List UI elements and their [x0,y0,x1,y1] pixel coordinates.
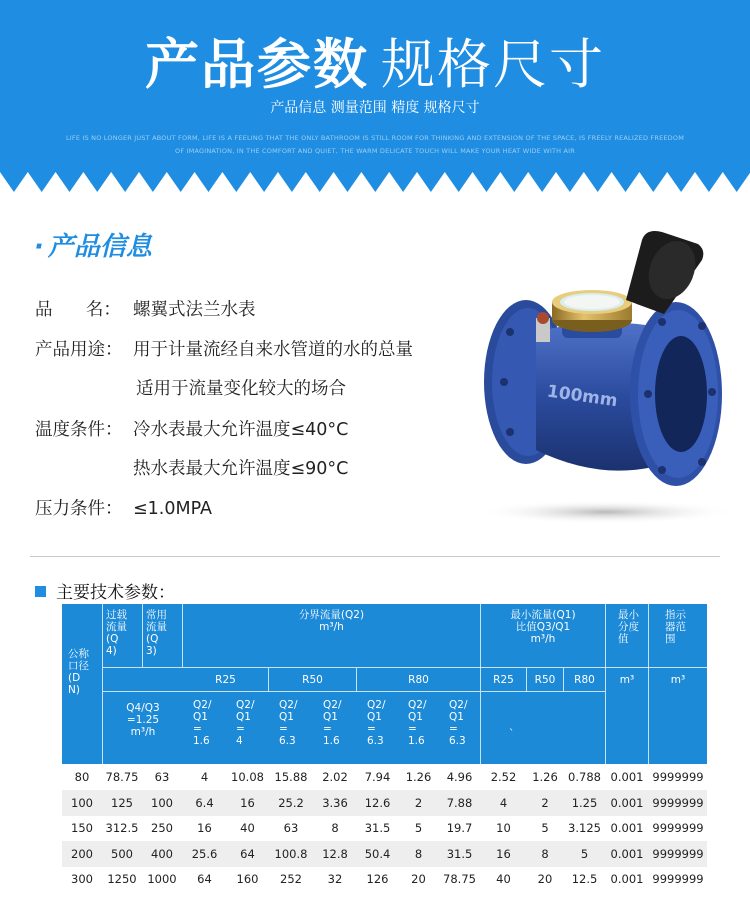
cell-r25-16: 4 [200,770,209,784]
cell-dn: 200 [71,846,93,861]
header-q2q1-7: Q2/ Q1 = 6.3 [449,699,468,747]
cell-r80-63b: 4.96 [446,770,473,784]
cell-r50-16: 12.8 [322,846,348,861]
square-bullet-icon [35,586,46,597]
cell-range: 9999999 [652,821,704,835]
product-info-title [34,226,152,263]
cell-min-r50: 1.26 [532,770,558,784]
banner-english-line1: LIFE IS NO LONGER JUST ABOUT FORM, LIFE IS A FEELING THAT THE ONLY BATHROOM IS STILL ROOM FOR THINKING AND EXTENSION OF THE SPACE, IS FREELY REALIZED FREEDOM [65,134,685,142]
header-overload-flow: 过载 流量 (Q 4) [106,609,127,657]
table-row [62,790,707,816]
cell-min-r80: 1.25 [571,795,598,810]
header-q2q1-4: Q2/ Q1 = 1.6 [323,699,342,747]
cell-r80-63b: 78.75 [443,872,476,886]
header-q2q1-1: Q2/ Q1 = 1.6 [193,699,212,747]
cell-min-r50: 2 [541,795,549,810]
cell-min-r80: 0.788 [568,770,601,784]
banner-title-light: 规格尺寸 [381,33,605,96]
cell-r80-16: 20 [411,872,426,886]
cell-range: 9999999 [652,795,704,810]
meter-marking: 100mm [545,381,619,412]
header-unit-range: m³ [670,674,686,686]
cell-overload: 1250 [107,872,137,886]
cell-normal: 100 [151,795,173,810]
cell-r50-63: 100.8 [274,846,308,861]
cell-normal: 250 [151,821,173,835]
info-label-usage: 产品用途： [35,340,123,360]
section-divider [30,556,720,557]
banner-english-text [40,132,710,158]
info-row-pressure [35,497,212,521]
cell-min-division: 0.001 [610,821,644,835]
header-boundary-flow: 分界流量(Q2) m³/h [298,609,365,633]
header-unit-min-division: m³ [619,674,635,686]
header-q2q1-5: Q2/ Q1 = 6.3 [367,699,386,747]
cell-r50-63: 63 [283,821,299,835]
header-r80: R80 [408,674,429,686]
cell-min-r50: 20 [537,872,553,886]
cell-r50-16: 2.02 [322,770,348,784]
info-row-temperature [35,418,348,442]
cell-dn: 150 [71,821,93,835]
cell-r80-63: 12.6 [364,795,391,810]
cell-r25-4: 160 [236,872,259,886]
cell-min-division: 0.001 [610,795,644,810]
cell-r50-63: 15.88 [274,770,308,784]
cell-min-division: 0.001 [610,872,644,886]
header-min-r50: R50 [534,674,556,686]
info-label-temperature: 温度条件： [35,420,123,440]
cell-range: 9999999 [652,846,704,861]
info-label-pressure: 压力条件： [35,499,123,519]
cell-r25-4: 10.08 [231,770,264,784]
cell-r25-16: 6.4 [195,795,214,810]
info-usage-continued: 适用于流量变化较大的场合 [136,379,346,399]
table-title-text: 主要技术参数： [56,583,175,603]
cell-r50-16: 3.36 [322,795,348,810]
header-min-r80: R80 [574,674,595,686]
info-value-usage: 用于计量流经自来水管道的水的总量 [133,340,413,360]
cell-min-r80: 12.5 [571,872,598,886]
cell-r25-16: 64 [197,872,212,886]
cell-min-r25: 2.52 [490,770,517,784]
info-row-name [35,298,256,322]
zigzag-edge [0,172,750,192]
cell-range: 9999999 [652,770,704,784]
cell-r25-16: 16 [197,821,212,835]
cell-overload: 125 [111,795,133,810]
table-row [62,815,707,841]
cell-r80-63: 50.4 [364,846,391,861]
cell-min-division: 0.001 [610,770,644,784]
cell-r50-16: 8 [331,821,339,835]
banner-title [0,22,750,99]
cell-min-r50: 8 [541,846,549,861]
info-value-pressure: ≤1.0MPA [133,499,212,519]
cell-r25-4: 64 [240,846,255,861]
cell-dn: 300 [71,872,93,886]
header-min-mark: ` [509,728,515,740]
cell-dn: 100 [71,795,93,810]
banner-subtitle: 产品信息 测量范围 精度 规格尺寸 [270,100,480,116]
cell-r80-63: 31.5 [364,821,391,835]
cell-r80-63: 126 [366,872,389,886]
info-temperature-continued: 热水表最大允许温度≤90°C [133,459,349,479]
cell-overload: 78.75 [105,770,139,784]
info-value-name: 螺翼式法兰水表 [133,300,256,320]
cell-r50-63: 252 [280,872,302,886]
cell-r80-16: 2 [414,795,423,810]
cell-min-r50: 5 [541,821,549,835]
header-banner [0,0,750,192]
cell-range: 9999999 [652,872,704,886]
cell-r80-16: 1.26 [405,770,432,784]
cell-min-r80: 3.125 [568,821,601,835]
header-q4q3-ratio: Q4/Q3 =1.25 m³/h [126,702,160,738]
cell-min-r80: 5 [580,846,589,861]
cell-r80-16: 8 [414,846,423,861]
cell-min-r25: 10 [496,821,511,835]
info-row-usage [35,338,413,362]
cell-normal: 400 [151,846,173,861]
cell-r80-63b: 31.5 [446,846,473,861]
cell-r25-16: 25.6 [191,846,218,861]
header-r50: R50 [302,674,323,686]
cell-min-r25: 4 [499,795,508,810]
cell-dn: 80 [74,770,90,784]
table-header [62,604,707,764]
cell-overload: 500 [111,846,133,861]
info-label-name: 品 名： [35,300,121,320]
header-r25: R25 [215,674,236,686]
water-meter-image [466,222,726,532]
cell-r50-63: 25.2 [278,795,304,810]
banner-title-bold: 产品参数 [145,33,369,96]
table-row [62,764,707,790]
info-value-temperature: 冷水表最大允许温度≤40°C [133,420,349,440]
header-min-r25: R25 [493,674,514,686]
spec-table [62,604,707,890]
header-min-flow: 最小流量(Q1) 比值Q3/Q1 m³/h [510,609,576,645]
cell-min-r25: 16 [496,846,511,861]
cell-r80-16: 5 [414,821,423,835]
cell-min-r25: 40 [496,872,511,886]
banner-english-line2: OF IMAGINATION, IN THE COMFORT AND QUIET, THE WARM DELICATE TOUCH WILL MAKE YOUR HEAT WIDE WITH AIR [175,147,575,155]
cell-r80-63b: 7.88 [446,795,473,810]
header-q2q1-2: Q2/ Q1 = 4 [236,699,255,747]
cell-r80-63: 7.94 [364,770,391,784]
cell-r50-16: 32 [327,872,343,886]
cell-r80-63b: 19.7 [446,821,473,835]
header-q2q1-3: Q2/ Q1 = 6.3 [279,699,298,747]
product-info-title-text: 产品信息 [47,232,152,262]
cell-min-division: 0.001 [610,846,644,861]
table-row [62,866,707,892]
header-dn: 公称 口径 (D N) [68,648,89,696]
cell-overload: 312.5 [105,821,139,835]
header-q2q1-6: Q2/ Q1 = 1.6 [408,699,427,747]
header-normal-flow: 常用 流量 (Q 3) [146,609,167,657]
title-dot: · [34,232,44,262]
header-indicator-range: 指示 器范 围 [665,609,686,645]
cell-normal: 1000 [147,872,177,886]
cell-normal: 63 [154,770,170,784]
header-min-division: 最小 分度 值 [618,609,639,645]
table-row [62,841,707,867]
cell-r25-4: 40 [240,821,255,835]
cell-r25-4: 16 [240,795,255,810]
table-title [35,578,175,603]
